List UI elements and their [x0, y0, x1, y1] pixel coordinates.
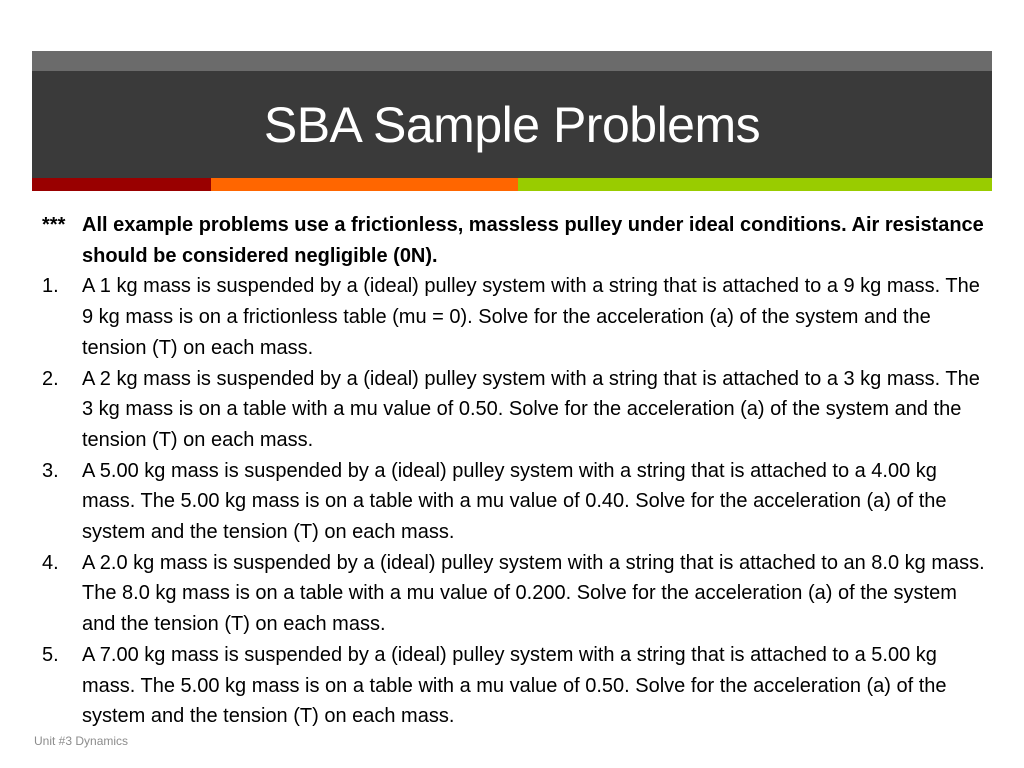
problem-number: 5. [42, 643, 59, 666]
problem-item [42, 364, 987, 456]
slide-content [42, 210, 987, 732]
problem-number: 1. [42, 275, 59, 298]
problem-item [42, 548, 987, 640]
slide-title: SBA Sample Problems [263, 96, 761, 153]
problem-text: A 2 kg mass is suspended by a (ideal) pulley system with a string that is attached to a 3 kg mass. The 3 kg mass is on a table with a mu value of 0.50. Solve for the acceleration (a) of the system and the tension (T) on each mass. [82, 367, 980, 451]
problem-text: A 2.0 kg mass is suspended by a (ideal) pulley system with a string that is attached to an 8.0 kg mass. The 8.0 kg mass is on a table with a mu value of 0.200. Solve for the acceleration (a) of the system and the tension (T) on each mass. [82, 551, 985, 636]
title-band [32, 51, 992, 178]
problem-list [42, 271, 987, 732]
problem-number: 4. [42, 551, 59, 574]
problem-text: A 7.00 kg mass is suspended by a (ideal) pulley system with a string that is attached to a 5.00 kg mass. The 5.00 kg mass is on a table with a mu value of 0.50. Solve for the acceleration (a) of the system and the tension (T) on each mass. [82, 643, 947, 728]
note-text: All example problems use a frictionless, massless pulley under ideal conditions. Air resistance should be considered negligible (0N). [82, 214, 984, 267]
problem-number: 3. [42, 459, 59, 482]
problem-item [42, 640, 987, 732]
problem-item [42, 456, 987, 548]
slide-footer: Unit #3 Dynamics [34, 734, 129, 748]
problem-text: A 5.00 kg mass is suspended by a (ideal) pulley system with a string that is attached to a 4.00 kg mass. The 5.00 kg mass is on a table with a mu value of 0.40. Solve for the acceleration (a) of the system and the tension (T) on each mass. [82, 459, 947, 544]
problem-item [42, 271, 987, 363]
accent-bar-orange [211, 178, 518, 191]
note-marker: *** [42, 214, 66, 236]
problem-number: 2. [42, 367, 59, 390]
title-band-top-strip [32, 51, 992, 71]
accent-bar-green [518, 178, 992, 191]
assumptions-note [42, 210, 987, 271]
problem-text: A 1 kg mass is suspended by a (ideal) pulley system with a string that is attached to a 9 kg mass. The 9 kg mass is on a frictionless table (mu = 0). Solve for the acceleration (a) of the system and the tension (T) on each mass. [82, 275, 980, 359]
accent-bar-red [32, 178, 211, 191]
